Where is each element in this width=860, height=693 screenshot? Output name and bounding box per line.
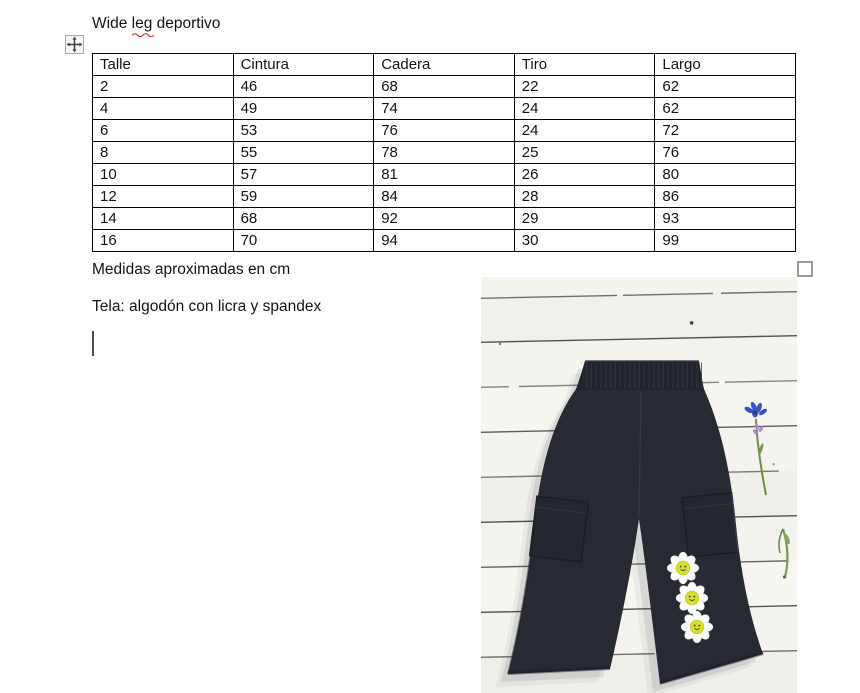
table-cell[interactable]: 76 <box>655 142 796 164</box>
size-table-body <box>93 76 796 252</box>
table-row <box>93 98 796 120</box>
table-row <box>93 164 796 186</box>
table-cell[interactable]: 25 <box>514 142 655 164</box>
table-cell[interactable]: 68 <box>233 208 374 230</box>
table-cell[interactable]: 93 <box>655 208 796 230</box>
table-cell[interactable]: 72 <box>655 120 796 142</box>
table-cell[interactable]: 92 <box>374 208 515 230</box>
table-cell[interactable]: 81 <box>374 164 515 186</box>
table-row <box>93 230 796 252</box>
size-table-head-row <box>93 54 796 76</box>
table-cell[interactable]: 78 <box>374 142 515 164</box>
table-cell[interactable]: 99 <box>655 230 796 252</box>
misspelled-word-text: leg <box>131 15 153 32</box>
table-cell[interactable]: 12 <box>93 186 234 208</box>
table-cell[interactable]: 57 <box>233 164 374 186</box>
table-cell[interactable]: 49 <box>233 98 374 120</box>
table-cell[interactable]: 24 <box>514 120 655 142</box>
left-cargo-pocket <box>530 496 589 562</box>
table-cell[interactable]: 16 <box>93 230 234 252</box>
note-measurements[interactable]: Medidas aproximadas en cm <box>92 261 291 278</box>
table-cell[interactable]: 59 <box>233 186 374 208</box>
size-table <box>92 53 796 252</box>
table-cell[interactable]: 55 <box>233 142 374 164</box>
spellcheck-wavy-underline-icon <box>132 32 154 37</box>
move-icon <box>66 36 83 53</box>
table-row <box>93 186 796 208</box>
table-cell[interactable]: 70 <box>233 230 374 252</box>
table-cell[interactable]: 68 <box>374 76 515 98</box>
table-cell[interactable]: 2 <box>93 76 234 98</box>
column-header[interactable]: Tiro <box>514 54 655 76</box>
table-resize-handle[interactable] <box>797 261 813 277</box>
product-photo[interactable] <box>481 277 797 693</box>
table-cell[interactable]: 6 <box>93 120 234 142</box>
table-row <box>93 208 796 230</box>
table-cell[interactable]: 4 <box>93 98 234 120</box>
misspelled-word[interactable] <box>132 15 153 33</box>
table-cell[interactable]: 80 <box>655 164 796 186</box>
table-cell[interactable]: 74 <box>374 98 515 120</box>
note-fabric[interactable]: Tela: algodón con licra y spandex <box>92 298 322 315</box>
title-text-before: Wide <box>92 15 132 32</box>
column-header[interactable]: Cintura <box>233 54 374 76</box>
table-cell[interactable]: 14 <box>93 208 234 230</box>
table-cell[interactable]: 62 <box>655 76 796 98</box>
table-cell[interactable]: 84 <box>374 186 515 208</box>
page-title[interactable] <box>92 15 220 33</box>
table-cell[interactable]: 94 <box>374 230 515 252</box>
column-header[interactable]: Largo <box>655 54 796 76</box>
table-cell[interactable]: 24 <box>514 98 655 120</box>
table-cell[interactable]: 62 <box>655 98 796 120</box>
table-cell[interactable]: 30 <box>514 230 655 252</box>
text-cursor <box>92 331 94 356</box>
table-cell[interactable]: 86 <box>655 186 796 208</box>
table-cell[interactable]: 53 <box>233 120 374 142</box>
column-header[interactable]: Cadera <box>374 54 515 76</box>
table-move-handle[interactable] <box>65 35 84 54</box>
table-cell[interactable]: 76 <box>374 120 515 142</box>
title-text-after: deportivo <box>152 15 221 32</box>
table-cell[interactable]: 26 <box>514 164 655 186</box>
table-row <box>93 120 796 142</box>
table-row <box>93 76 796 98</box>
column-header[interactable]: Talle <box>93 54 234 76</box>
table-cell[interactable]: 28 <box>514 186 655 208</box>
table-cell[interactable]: 8 <box>93 142 234 164</box>
size-table-container <box>92 53 796 252</box>
table-cell[interactable]: 29 <box>514 208 655 230</box>
table-row <box>93 142 796 164</box>
table-cell[interactable]: 22 <box>514 76 655 98</box>
table-cell[interactable]: 46 <box>233 76 374 98</box>
right-cargo-pocket <box>682 493 738 558</box>
table-cell[interactable]: 10 <box>93 164 234 186</box>
